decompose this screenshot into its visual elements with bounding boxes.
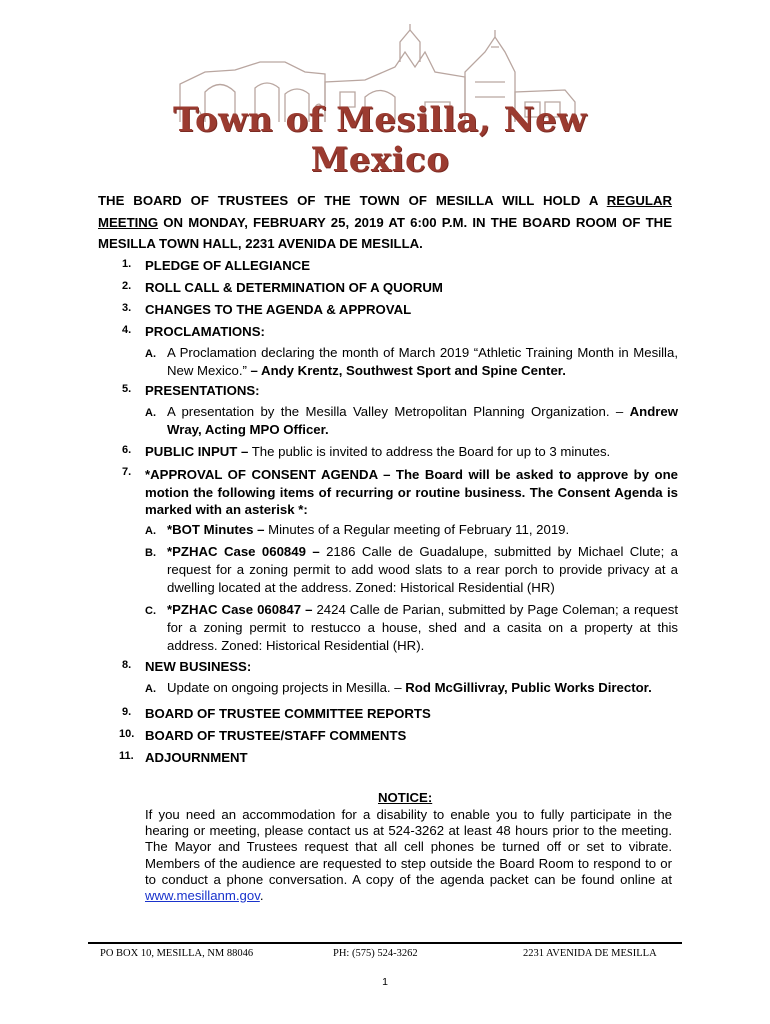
agenda-item (98, 441, 678, 463)
item-number: 11. (119, 749, 134, 762)
subitem-text: Minutes of a Regular meeting of February 11, 2019. (264, 521, 570, 537)
subitem-text: 2424 Calle de Parian, submitted by Page Coleman; a request for a zoning permit to restucco a house, shed and a casita on a property at this address. Zoned: Historical Residential (HR). (167, 601, 678, 653)
agenda-item (98, 464, 678, 519)
footer-divider (88, 942, 682, 944)
agenda-subitem (98, 344, 678, 380)
notice-end: . (259, 888, 264, 904)
meeting-announcement (98, 190, 672, 255)
agenda-item (98, 277, 678, 299)
item-title: ADJOURNMENT (145, 749, 248, 765)
agenda-list (98, 255, 678, 769)
footer-phone: PH: (575) 524-3262 (333, 948, 418, 959)
agenda-subitem (98, 403, 678, 439)
item-description: The public is invited to address the Board for up to 3 minutes. (248, 444, 611, 459)
footer-address: PO BOX 10, MESILLA, NM 88046 (100, 948, 254, 959)
item-title-bold: PUBLIC INPUT – (145, 444, 249, 459)
subitem-presenter: Andrew Wray, Acting MPO Officer. (167, 404, 678, 437)
subitem-text: 2186 Calle de Guadalupe, submitted by Michael Clute; a request for a zoning permit to add wood slats to a rear porch to provide privacy at a dwelling located at the address. Zoned: Historical Residential (HR) (167, 543, 678, 595)
subitem-label: *PZHAC Case 060847 – (167, 601, 313, 617)
subitem-letter: A. (145, 524, 156, 537)
subitem-presenter: – Andy Krentz, Southwest Sport and Spine Center. (246, 363, 566, 378)
subitem-letter: A. (145, 682, 156, 695)
item-number: 4. (122, 324, 132, 336)
announcement-text: THE BOARD OF TRUSTEES OF THE TOWN OF MESILLA WILL HOLD A (98, 193, 607, 208)
agenda-item (98, 725, 678, 747)
item-number: 7. (122, 466, 132, 478)
agenda-item (98, 656, 678, 678)
agenda-item (98, 299, 678, 321)
item-title: PLEDGE OF ALLEGIANCE (145, 258, 311, 273)
subitem-label: *BOT Minutes – (167, 521, 265, 537)
subitem-letter: A. (145, 348, 156, 360)
item-title: PROCLAMATIONS: (145, 324, 265, 339)
item-number: 3. (122, 302, 132, 314)
website-link[interactable]: www.mesillanm.gov (145, 888, 260, 904)
item-number: 6. (122, 444, 132, 456)
subitem-text: A presentation by the Mesilla Valley Metropolitan Planning Organization. – (167, 404, 630, 419)
subitem-text: A Proclamation declaring the month of March 2019 “Athletic Training Month in Mesilla, New Mexico.” (167, 345, 678, 378)
meeting-type: REGULAR MEETING (98, 193, 672, 230)
item-number: 10. (119, 727, 135, 740)
agenda-item (98, 380, 678, 402)
item-number: 1. (122, 258, 132, 270)
subitem-letter: A. (145, 407, 156, 419)
subitem-presenter: Rod McGillivray, Public Works Director. (405, 679, 652, 695)
notice-body: If you need an accommodation for a disability to enable you to fully participate in the hearing or meeting, please contact us at 524-3262 at least 48 hours prior to the meeting. The Mayor and Trustees request that all cell phones be turned off or set to vibrate. Members of the audience are requested to step outside the Board Room to respond to or to conduct a phone conversation. A copy of the agenda packet can be found online at (145, 807, 672, 887)
item-title: *APPROVAL OF CONSENT AGENDA – The Board will be asked to approve by one motion the following items of recurring or routine business. The Consent Agenda is marked with an asterisk *: (145, 467, 678, 517)
item-title (145, 441, 678, 463)
subitem-text: Update on ongoing projects in Mesilla. – (167, 679, 406, 695)
item-title: CHANGES TO THE AGENDA & APPROVAL (145, 302, 412, 317)
agenda-subitem (98, 521, 678, 539)
notice-text (145, 807, 672, 904)
page-number: 1 (382, 976, 388, 988)
agenda-subitem (98, 543, 678, 597)
item-title: BOARD OF TRUSTEE/STAFF COMMENTS (145, 727, 407, 743)
item-title: ROLL CALL & DETERMINATION OF A QUORUM (145, 280, 443, 295)
footer-street: 2231 AVENIDA DE MESILLA (523, 948, 657, 959)
item-number: 5. (122, 383, 132, 395)
logo-title: Town of Mesilla, New Mexico (173, 100, 587, 180)
agenda-subitem (98, 679, 678, 697)
item-number: 9. (122, 705, 132, 718)
subitem-label: *PZHAC Case 060849 – (167, 543, 320, 559)
town-logo (165, 22, 595, 180)
notice-heading: NOTICE: (378, 790, 433, 805)
subitem-letter: C. (145, 604, 156, 617)
agenda-item (98, 321, 678, 343)
subitem-letter: B. (145, 546, 156, 559)
item-number: 2. (122, 280, 132, 292)
item-title: PRESENTATIONS: (145, 383, 260, 398)
item-title: NEW BUSINESS: (145, 658, 252, 674)
announcement-details: ON MONDAY, FEBRUARY 25, 2019 AT 6:00 P.M. IN THE BOARD ROOM OF THE MESILLA TOWN HALL, 2231 AVENIDA DE MESILLA. (98, 214, 672, 251)
item-number: 8. (122, 658, 132, 671)
item-title: BOARD OF TRUSTEE COMMITTEE REPORTS (145, 705, 431, 721)
agenda-item (98, 747, 678, 769)
agenda-item (98, 255, 678, 277)
agenda-subitem (98, 601, 678, 655)
agenda-item (98, 703, 678, 725)
